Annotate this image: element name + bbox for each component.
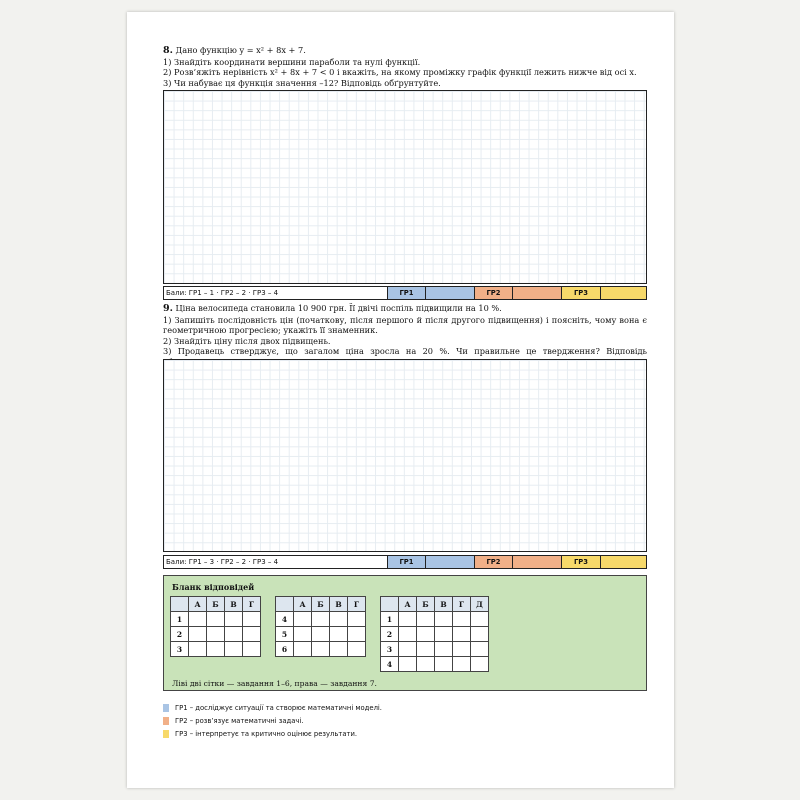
table-header-cell: А xyxy=(399,597,417,612)
task-8-gr1-label: ГР1 xyxy=(388,287,426,299)
answer-cell[interactable] xyxy=(471,627,489,642)
answer-cell[interactable] xyxy=(189,627,207,642)
table-row-label: 2 xyxy=(171,627,189,642)
answer-table-1 xyxy=(170,596,261,657)
table-header-cell: Д xyxy=(471,597,489,612)
answer-cell[interactable] xyxy=(435,612,453,627)
answer-cell[interactable] xyxy=(399,627,417,642)
task-8-gr3-cell[interactable] xyxy=(601,287,646,299)
table-header-cell: В xyxy=(435,597,453,612)
legend-swatch-gr3 xyxy=(163,730,169,738)
answer-cell[interactable] xyxy=(243,627,261,642)
answer-cell[interactable] xyxy=(417,657,435,672)
answer-cell[interactable] xyxy=(294,627,312,642)
answer-cell[interactable] xyxy=(294,642,312,657)
task-8-gr2-label: ГР2 xyxy=(475,287,513,299)
table-row-label: 6 xyxy=(276,642,294,657)
answer-cell[interactable] xyxy=(225,612,243,627)
task-8 xyxy=(163,45,647,88)
answer-sheet-note: Ліві дві сітки — завдання 1–6, права — завдання 7. xyxy=(172,679,377,688)
answer-cell[interactable] xyxy=(417,642,435,657)
legend-item-gr2 xyxy=(163,717,303,725)
table-row-label: 4 xyxy=(381,657,399,672)
table-row-label: 1 xyxy=(381,612,399,627)
task-9-answer-grid[interactable] xyxy=(163,359,647,552)
table-corner-cell xyxy=(171,597,189,612)
answer-cell[interactable] xyxy=(207,642,225,657)
answer-cell[interactable] xyxy=(330,627,348,642)
answer-cell[interactable] xyxy=(225,642,243,657)
table-header-cell: В xyxy=(330,597,348,612)
task-9-item-3: 3) Продавець стверджує, що загалом ціна зросла на 20 %. Чи правильне це твердження? Відповідь xyxy=(163,346,647,357)
task-8-score-label: Бали: ГР1 – 1 · ГР2 – 2 · ГР3 – 4 xyxy=(164,287,388,299)
legend-text-gr3: ГР3 – інтерпретує та критично оцінює результати. xyxy=(175,730,358,738)
answer-cell[interactable] xyxy=(417,612,435,627)
answer-cell[interactable] xyxy=(348,612,366,627)
table-row-label: 1 xyxy=(171,612,189,627)
answer-cell[interactable] xyxy=(207,627,225,642)
answer-sheet xyxy=(163,575,647,691)
task-8-gr3-label: ГР3 xyxy=(562,287,601,299)
task-9-intro: Ціна велосипеда становила 10 900 грн. Її двічі поспіль підвищили на 10 %. xyxy=(175,303,502,313)
answer-cell[interactable] xyxy=(435,627,453,642)
table-row-label: 4 xyxy=(276,612,294,627)
answer-cell[interactable] xyxy=(417,627,435,642)
table-header-cell: Б xyxy=(417,597,435,612)
task-9-gr3-label: ГР3 xyxy=(562,556,601,568)
answer-cell[interactable] xyxy=(453,627,471,642)
answer-cell[interactable] xyxy=(471,642,489,657)
answer-cell[interactable] xyxy=(243,642,261,657)
answer-cell[interactable] xyxy=(435,642,453,657)
legend-text-gr2: ГР2 – розв’язує математичні задачі. xyxy=(175,717,304,725)
answer-cell[interactable] xyxy=(471,657,489,672)
legend-swatch-gr2 xyxy=(163,717,169,725)
task-9 xyxy=(163,303,647,368)
answer-cell[interactable] xyxy=(453,642,471,657)
task-9-number: 9. xyxy=(163,303,173,314)
table-row-label: 5 xyxy=(276,627,294,642)
task-8-item-1: 1) Знайдіть координати вершини параболи та нулі функції. xyxy=(163,56,421,67)
answer-cell[interactable] xyxy=(189,642,207,657)
task-9-score-bar xyxy=(163,555,647,569)
answer-cell[interactable] xyxy=(243,612,261,627)
table-header-cell: В xyxy=(225,597,243,612)
answer-cell[interactable] xyxy=(312,642,330,657)
table-corner-cell xyxy=(276,597,294,612)
answer-cell[interactable] xyxy=(330,612,348,627)
task-9-item-2: 2) Знайдіть ціну після двох підвищень. xyxy=(163,335,331,346)
answer-cell[interactable] xyxy=(453,612,471,627)
answer-table-3 xyxy=(380,596,489,672)
task-8-score-bar xyxy=(163,286,647,300)
legend-text-gr1: ГР1 – досліджує ситуації та створює математичні моделі. xyxy=(175,704,382,712)
table-header-cell: Г xyxy=(453,597,471,612)
answer-cell[interactable] xyxy=(312,612,330,627)
task-9-item-1: 1) Запишіть послідовність цін (початкову, після першого й після другого підвищення) і поясніть, чому вона є геометричною прогресією; укажіть її знаменник. xyxy=(163,314,647,336)
answer-cell[interactable] xyxy=(225,627,243,642)
table-row-label: 3 xyxy=(381,642,399,657)
task-8-gr2-cell[interactable] xyxy=(513,287,562,299)
task-8-gr1-cell[interactable] xyxy=(426,287,475,299)
answer-table-2 xyxy=(275,596,366,657)
task-9-gr2-label: ГР2 xyxy=(475,556,513,568)
task-9-gr1-label: ГР1 xyxy=(388,556,426,568)
legend-swatch-gr1 xyxy=(163,704,169,712)
answer-cell[interactable] xyxy=(294,612,312,627)
table-header-cell: Г xyxy=(348,597,366,612)
task-8-item-3: 3) Чи набуває ця функція значення –12? Відповідь обґрунтуйте. xyxy=(163,77,441,88)
answer-cell[interactable] xyxy=(330,642,348,657)
table-header-cell: А xyxy=(294,597,312,612)
worksheet-page xyxy=(127,12,674,788)
task-8-answer-grid[interactable] xyxy=(163,90,647,284)
answer-cell[interactable] xyxy=(471,612,489,627)
answer-cell[interactable] xyxy=(435,657,453,672)
task-8-intro: Дано функцію y = x² + 8x + 7. xyxy=(175,45,306,55)
answer-cell[interactable] xyxy=(399,612,417,627)
answer-cell[interactable] xyxy=(348,627,366,642)
answer-sheet-title: Бланк відповідей xyxy=(172,582,255,592)
table-header-cell: А xyxy=(189,597,207,612)
table-header-cell: Б xyxy=(312,597,330,612)
answer-cell[interactable] xyxy=(207,612,225,627)
answer-cell[interactable] xyxy=(453,657,471,672)
legend-item-gr3 xyxy=(163,730,357,738)
answer-cell[interactable] xyxy=(399,642,417,657)
task-8-number: 8. xyxy=(163,45,173,56)
table-header-cell: Г xyxy=(243,597,261,612)
task-9-gr1-cell[interactable] xyxy=(426,556,475,568)
answer-cell[interactable] xyxy=(189,612,207,627)
answer-cell[interactable] xyxy=(348,642,366,657)
table-corner-cell xyxy=(381,597,399,612)
table-header-cell: Б xyxy=(207,597,225,612)
task-9-gr3-cell[interactable] xyxy=(601,556,646,568)
legend-item-gr1 xyxy=(163,704,382,712)
task-8-item-2: 2) Розв’яжіть нерівність x² + 8x + 7 < 0 і вкажіть, на якому проміжку графік функції лежить нижче від осі x. xyxy=(163,67,637,78)
table-row-label: 2 xyxy=(381,627,399,642)
answer-cell[interactable] xyxy=(399,657,417,672)
task-9-score-label: Бали: ГР1 – 3 · ГР2 – 2 · ГР3 – 4 xyxy=(164,556,388,568)
task-9-gr2-cell[interactable] xyxy=(513,556,562,568)
answer-cell[interactable] xyxy=(312,627,330,642)
table-row-label: 3 xyxy=(171,642,189,657)
